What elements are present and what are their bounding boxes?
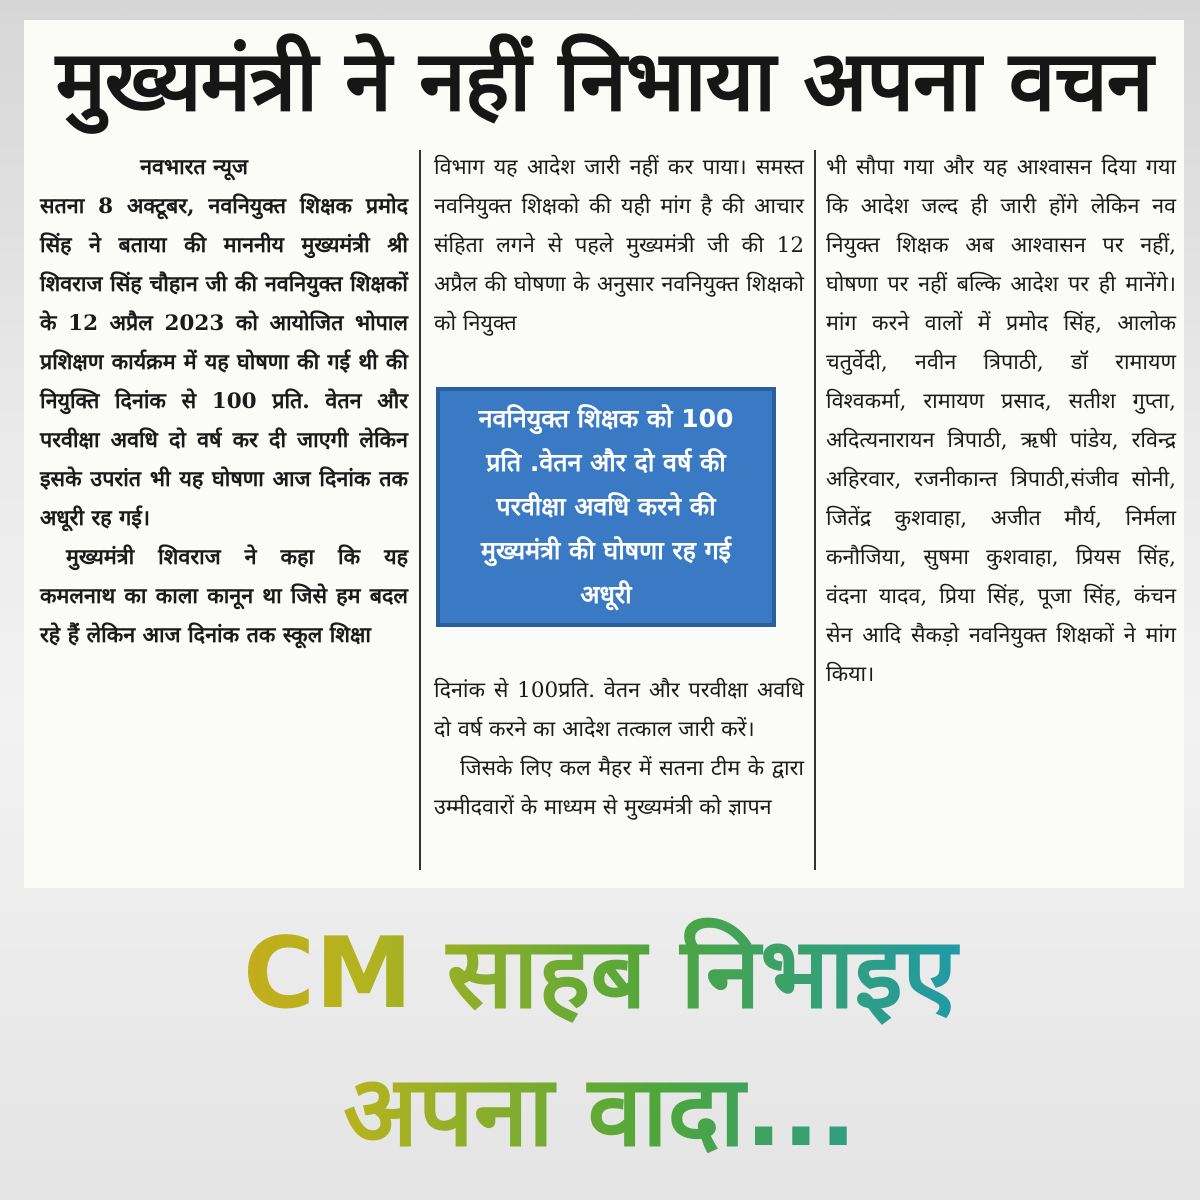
column-2-top-paragraph: विभाग यह आदेश जारी नहीं कर पाया। समस्त नवनियुक्त शिक्षको की यही मांग है की आचार संहिता लगने से पहले मुख्यमंत्री जी की 12 अप्रैल की घोषणा के अनुसार नवनियुक्त शिक्षको को नियुक्त: [434, 155, 804, 336]
slogan-line-2: अपना वादा...: [0, 1043, 1200, 1181]
column-1-paragraph-1: सतना 8 अक्टूबर, नवनियुक्त शिक्षक प्रमोद सिंह ने बताया की माननीय मुख्यमंत्री श्री शिवराज सिंह चौहान जी की नवनियुक्त शिक्षकों के 12 अप्रैल 2023 को आयोजित भोपाल प्रशिक्षण कार्यक्रम में यह घोषणा की गई थी की नियुक्ति दिनांक से 100 प्रति. वेतन और परवीक्षा अवधि दो वर्ष कर दी जाएगी लेकिन इसके उपरांत भी यह घोषणा आज दिनांक तक अधूरी रह गई।: [40, 194, 408, 531]
slogan-line-1: CM साहब निभाइए: [0, 905, 1200, 1043]
article-column-2-bottom: [434, 671, 804, 827]
article-column-2: [434, 148, 804, 343]
highlight-box: [436, 387, 776, 627]
highlight-box-text: नवनियुक्त शिक्षक को 100 प्रति .वेतन और दो वर्ष की परवीक्षा अवधि करने की मुख्यमंत्री की घोषणा रह गई अधूरी: [478, 404, 734, 609]
slogan: [0, 905, 1200, 1181]
column-divider: [814, 150, 816, 870]
newspaper-clipping: [24, 20, 1184, 888]
article-column-3: [826, 148, 1176, 694]
column-1-paragraph-2: मुख्यमंत्री शिवराज ने कहा कि यह कमलनाथ का काला कानून था जिसे हम बदल रहे हैं लेकिन आज दिनांक तक स्कूल शिक्षा: [40, 545, 408, 648]
article-byline: नवभारत न्यूज: [140, 155, 248, 180]
column-divider: [419, 150, 421, 870]
column-3-paragraph: भी सौपा गया और यह आश्वासन दिया गया कि आदेश जल्द ही जारी होंगे लेकिन नव नियुक्त शिक्षक अब आश्वासन पर नहीं, घोषणा पर नहीं बल्कि आदेश पर ही मानेंगे। मांग करने वालों में प्रमोद सिंह, आलोक चतुर्वेदी, नवीन त्रिपाठी, डॉ रामायण विश्वकर्मा, रामायण प्रसाद, सतीश गुप्ता, अदित्यनारायन त्रिपाठी, ऋषी पांडेय, रविन्द्र अहिरवार, रजनीकान्त त्रिपाठी,संजीव सोनी, जितेंद्र कुशवाहा, अजीत मौर्य, निर्मला कनौजिया, सुषमा कुशवाहा, प्रियस सिंह, वंदना यादव, प्रिया सिंह, पूजा सिंह, कंचन सेन आदि सैकड़ो नवनियुक्त शिक्षकों ने मांग किया।: [826, 155, 1176, 687]
article-column-1: [40, 148, 408, 655]
article-headline: मुख्यमंत्री ने नहीं निभाया अपना वचन: [55, 32, 1153, 130]
column-2-bottom-paragraph-2: जिसके लिए कल मैहर में सतना टीम के द्वारा उम्मीदवारों के माध्यम से मुख्यमंत्री को ज्ञापन: [434, 756, 804, 820]
column-2-bottom-paragraph-1: दिनांक से 100प्रति. वेतन और परवीक्षा अवधि दो वर्ष करने का आदेश तत्काल जारी करें।: [434, 678, 804, 742]
